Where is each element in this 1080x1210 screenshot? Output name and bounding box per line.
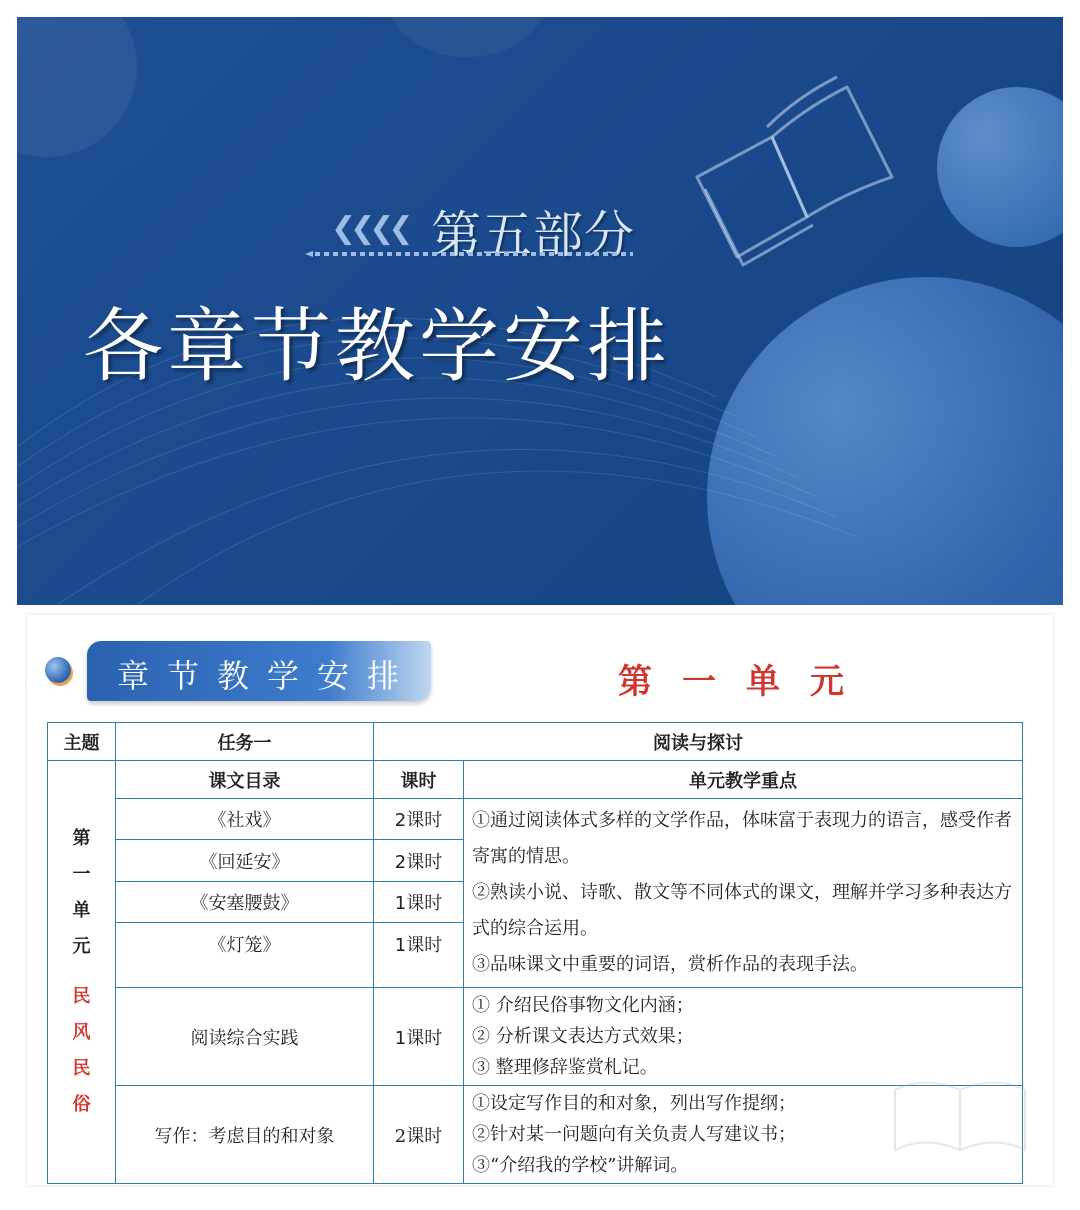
subheader-focus: 单元教学重点 [464,761,1023,799]
header-theme: 主题 [48,723,116,761]
lesson-hours: 2课时 [374,840,464,881]
practice-hours: 1课时 [374,988,464,1086]
section-tab-label: 章节教学安排 [117,657,418,695]
lesson-title: 《灯笼》 [116,923,374,988]
writing-points: ①设定写作目的和对象，列出写作提纲； ②针对某一问题向有关负责人写建议书； ③“介绍我的学校”讲解词。 [464,1086,1023,1184]
writing-hours: 2课时 [374,1086,464,1184]
open-book-watermark-icon [885,1070,1035,1160]
schedule-table [47,722,1023,1184]
writing-title: 写作：考虑目的和对象 [116,1086,374,1184]
lesson-hours: 1课时 [374,923,464,988]
cover-banner [17,17,1063,605]
section-tab [87,641,431,701]
table-subheader-row [48,761,1023,799]
lesson-title: 《回延安》 [116,840,374,881]
lesson-hours: 2课时 [374,799,464,840]
main-title: 各章节教学安排 [83,300,671,393]
practice-points: ① 介绍民俗事物文化内涵； ② 分析课文表达方式效果； ③ 整理修辞鉴赏札记。 [464,988,1023,1086]
table-row [48,799,1023,840]
theme-topic: 民 风 民 俗 [72,986,91,1115]
lesson-title: 《安塞腰鼓》 [116,881,374,922]
subheader-hours: 课时 [374,761,464,799]
table-header-row [48,723,1023,761]
lesson-hours: 1课时 [374,881,464,922]
table-row [48,1086,1023,1184]
lesson-title: 《社戏》 [116,799,374,840]
unit-focus-cell: ①通过阅读体式多样的文学作品，体味富于表现力的语言，感受作者寄寓的情思。 ②熟读小说、诗歌、散文等不同体式的课文，理解并学习多种表达方式的综合运用。 ③品味课文中重要的词语，赏析作品的表现手法。 [464,799,1023,988]
dotted-arrow-line [305,251,633,257]
table-row [48,988,1023,1086]
unit-heading: 第一单元 [618,662,874,702]
chevron-arrows-icon: ❮❮❮❮ [331,211,408,246]
part-number: 第五部分 [431,206,635,264]
bullet-ball-icon [45,657,71,683]
header-task: 任务一 [116,723,374,761]
practice-title: 阅读综合实践 [116,988,374,1086]
header-reading: 阅读与探讨 [374,723,1023,761]
theme-unit: 第 一 单 元 [72,828,91,957]
theme-cell [48,761,116,1184]
open-book-icon [677,67,907,267]
subheader-catalog: 课文目录 [116,761,374,799]
